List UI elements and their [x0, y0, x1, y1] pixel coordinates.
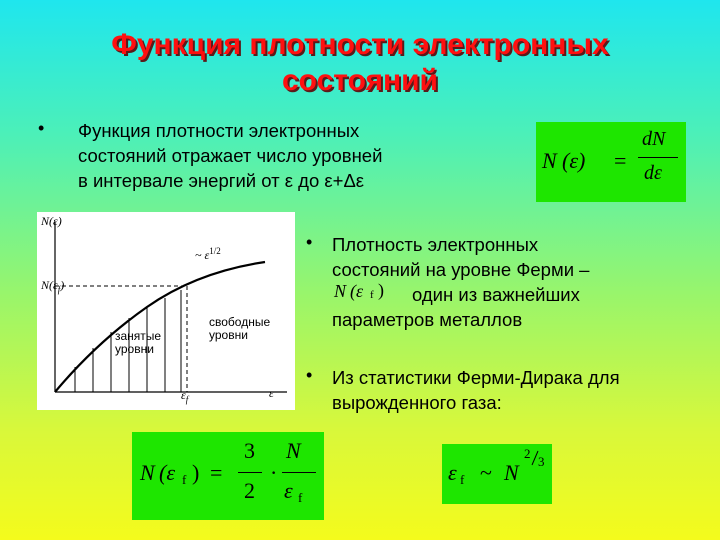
formula-fermi-density [132, 432, 324, 520]
bullet3-line1: Из статистики Ферми-Дирака для [332, 367, 620, 388]
bullet-dot: • [306, 365, 313, 385]
graph-x-label: ε [269, 386, 274, 400]
formula2-num1: 3 [244, 438, 255, 463]
formula2-bar2 [282, 472, 316, 473]
formula3-sub: f [460, 472, 465, 487]
formula1-n: N [542, 148, 557, 173]
formula2-bar1 [238, 472, 262, 473]
bullet2-inline-formula: N (ε f ) [334, 280, 384, 301]
formula2-equals: = [210, 460, 223, 485]
graph-curve-label: ~ $\varepsilon^{1/2}$ [195, 246, 221, 262]
formula3-exp-den: 3 [538, 454, 545, 469]
formula-density-definition [536, 122, 686, 202]
formula3-eps: ε [448, 460, 457, 485]
formula-fermi-energy-proportionality [442, 444, 552, 504]
bullet-dot: • [38, 118, 45, 138]
formula1-arg: (ε) [562, 148, 586, 173]
bullet2-line4: параметров металлов [332, 309, 523, 330]
graph-nf-label: $N(\varepsilon_f)$ [41, 278, 65, 295]
formula2-close: ) [192, 460, 200, 485]
formula2-num2: N [286, 438, 301, 463]
graph-y-label: N(ε) [41, 214, 62, 228]
formula3-exp-num: 2 [524, 446, 531, 461]
formula2-sub: f [182, 472, 187, 487]
slide-title-line1: Функция плотности электронных [111, 28, 609, 61]
formula3-tilde: ~ [480, 460, 492, 485]
graph-free-label: свободные уровни [209, 315, 271, 342]
formula1-fraction-bar [638, 157, 678, 158]
bullet1-line1: Функция плотности электронных [78, 120, 360, 141]
bullet-dot: • [306, 232, 313, 252]
formula2-dot: · [270, 460, 278, 485]
bullet2-line3: один из важнейших [412, 284, 580, 305]
formula1-numerator: dN [642, 128, 666, 150]
slide-title-line2: состояний [281, 64, 439, 97]
bullet1-line2: состояний отражает число уровней [78, 145, 383, 166]
graph-occupied-label: занятые уровни [115, 329, 162, 356]
formula2-open: (ε [159, 460, 175, 485]
formula1-equals: = [614, 148, 627, 173]
bullet1-line3: в интервале энергий от ε до ε+Δε [78, 170, 365, 191]
bullet2-line2: состояний на уровне Ферми – [332, 259, 590, 280]
formula2-den2: ε [284, 478, 293, 503]
bullet3-line2: вырожденного газа: [332, 392, 502, 413]
formula3-n: N [504, 460, 519, 485]
bullet2-line1: Плотность электронных [332, 234, 539, 255]
formula1-denominator: dε [644, 162, 662, 184]
formula2-den1: 2 [244, 478, 255, 503]
formula2-n: N [140, 460, 155, 485]
density-of-states-graph [37, 212, 295, 410]
graph-ef-label: $\varepsilon_f$ [181, 388, 189, 405]
graph-svg [37, 212, 295, 410]
formula2-den2-sub: f [298, 490, 303, 505]
